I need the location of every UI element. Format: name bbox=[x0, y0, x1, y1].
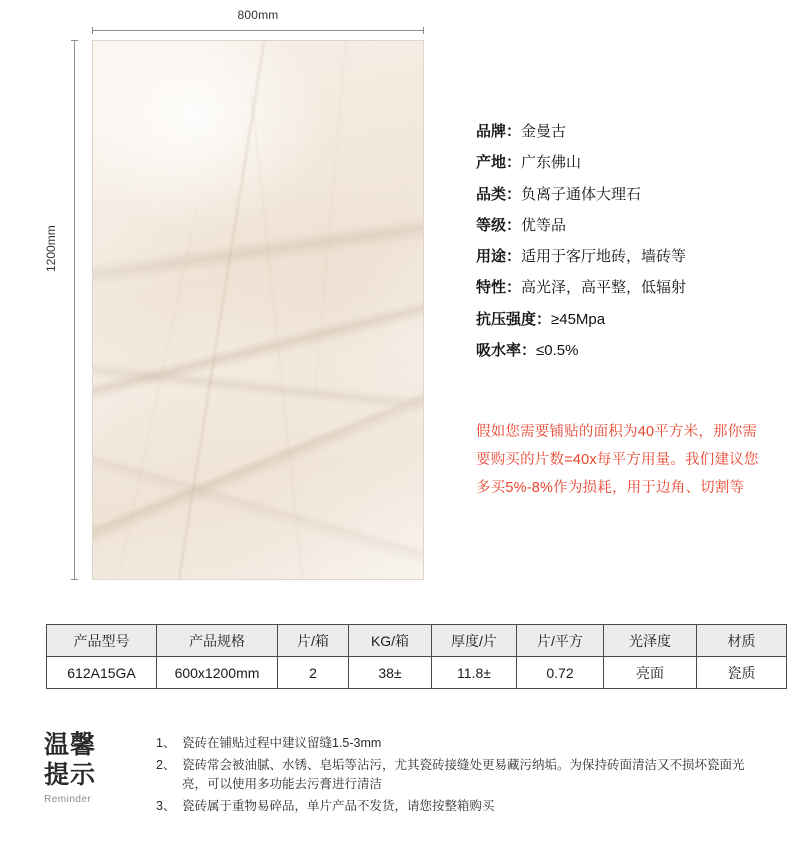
table-header-pieces-per-sqm: 片/平方 bbox=[517, 625, 604, 657]
spec-value: 广东佛山 bbox=[521, 154, 582, 172]
table-cell-pieces-per-sqm: 0.72 bbox=[517, 657, 604, 689]
reminder-item-list bbox=[156, 730, 756, 819]
reminder-title-line1: 温馨 bbox=[44, 731, 97, 759]
width-dimension-line bbox=[92, 30, 424, 31]
spec-value: 高光泽，高平整，低辐射 bbox=[521, 279, 687, 297]
spec-key: 品牌： bbox=[476, 123, 522, 140]
table-cell-kg-per-box: 38± bbox=[349, 657, 432, 689]
table-header-thickness: 厚度/片 bbox=[432, 625, 517, 657]
product-tile-image bbox=[92, 40, 424, 580]
product-spec-table-wrapper bbox=[46, 624, 756, 689]
reminder-title bbox=[44, 730, 156, 819]
spec-key: 特性： bbox=[476, 279, 522, 297]
spec-value: ≤0.5% bbox=[536, 341, 579, 359]
list-item-number: 1、 bbox=[156, 736, 176, 750]
spec-value: ≥45Mpa bbox=[551, 310, 606, 328]
table-header-glossiness: 光泽度 bbox=[604, 625, 697, 657]
table-header-size: 产品规格 bbox=[157, 625, 278, 657]
table-cell-glossiness: 亮面 bbox=[604, 657, 697, 689]
purchase-advice-note: 假如您需要铺贴的面积为40平方米，那你需要购买的片数=40x每平方用量。我们建议您多买5%-8%作为损耗，用于边角、切割等 bbox=[476, 424, 759, 496]
spec-row-brand bbox=[476, 122, 776, 142]
table-cell-material: 瓷质 bbox=[697, 657, 787, 689]
tile-gloss-overlay bbox=[93, 41, 423, 579]
table-cell-pieces-per-box: 2 bbox=[278, 657, 349, 689]
height-dimension-label: 1200mm bbox=[44, 225, 58, 272]
spec-key: 抗压强度： bbox=[476, 310, 552, 328]
spec-key: 吸水率： bbox=[476, 341, 537, 359]
table-row bbox=[47, 657, 787, 689]
spec-key: 产地： bbox=[476, 154, 522, 172]
spec-row-usage bbox=[476, 247, 776, 267]
spec-key: 等级： bbox=[476, 216, 522, 234]
reminder-section bbox=[44, 730, 756, 819]
spec-value: 优等品 bbox=[521, 216, 567, 234]
product-spec-table bbox=[46, 624, 787, 689]
spec-row-origin bbox=[476, 153, 776, 173]
list-item-number: 3、 bbox=[156, 799, 176, 813]
spec-row-grade bbox=[476, 216, 776, 236]
list-item bbox=[156, 756, 756, 794]
table-header-model: 产品型号 bbox=[47, 625, 157, 657]
spec-row-water-absorption bbox=[476, 341, 776, 361]
height-dimension-line bbox=[74, 40, 75, 580]
spec-row-compressive-strength bbox=[476, 310, 776, 330]
list-item-number: 2、 bbox=[156, 758, 176, 772]
table-header-pieces-per-box: 片/箱 bbox=[278, 625, 349, 657]
list-item-text: 瓷砖常会被油腻、水锈、皂垢等沾污，尤其瓷砖接缝处更易藏污纳垢。为保持砖面清洁又不损坏瓷面光亮，可以使用多功能去污膏进行清洁 bbox=[182, 758, 745, 791]
reminder-title-english: Reminder bbox=[44, 794, 92, 805]
spec-row-features bbox=[476, 278, 776, 298]
list-item bbox=[156, 734, 756, 753]
table-header-kg-per-box: KG/箱 bbox=[349, 625, 432, 657]
table-cell-thickness: 11.8± bbox=[432, 657, 517, 689]
table-cell-size: 600x1200mm bbox=[157, 657, 278, 689]
reminder-title-line2: 提示 bbox=[44, 761, 97, 789]
list-item-text: 瓷砖属于重物易碎品，单片产品不发货，请您按整箱购买 bbox=[182, 799, 495, 813]
width-dimension-label: 800mm bbox=[237, 8, 279, 22]
table-header-row bbox=[47, 625, 787, 657]
spec-value: 金曼古 bbox=[521, 123, 567, 140]
spec-key: 品类： bbox=[476, 185, 522, 203]
spec-value: 负离子通体大理石 bbox=[521, 185, 642, 203]
table-header-material: 材质 bbox=[697, 625, 787, 657]
list-item bbox=[156, 797, 756, 816]
spec-key: 用途： bbox=[476, 248, 522, 265]
table-cell-model: 612A15GA bbox=[47, 657, 157, 689]
list-item-text: 瓷砖在铺贴过程中建议留缝1.5-3mm bbox=[182, 736, 382, 750]
spec-row-category bbox=[476, 185, 776, 205]
spec-value: 适用于客厅地砖，墙砖等 bbox=[521, 248, 687, 265]
specification-list bbox=[476, 122, 776, 372]
